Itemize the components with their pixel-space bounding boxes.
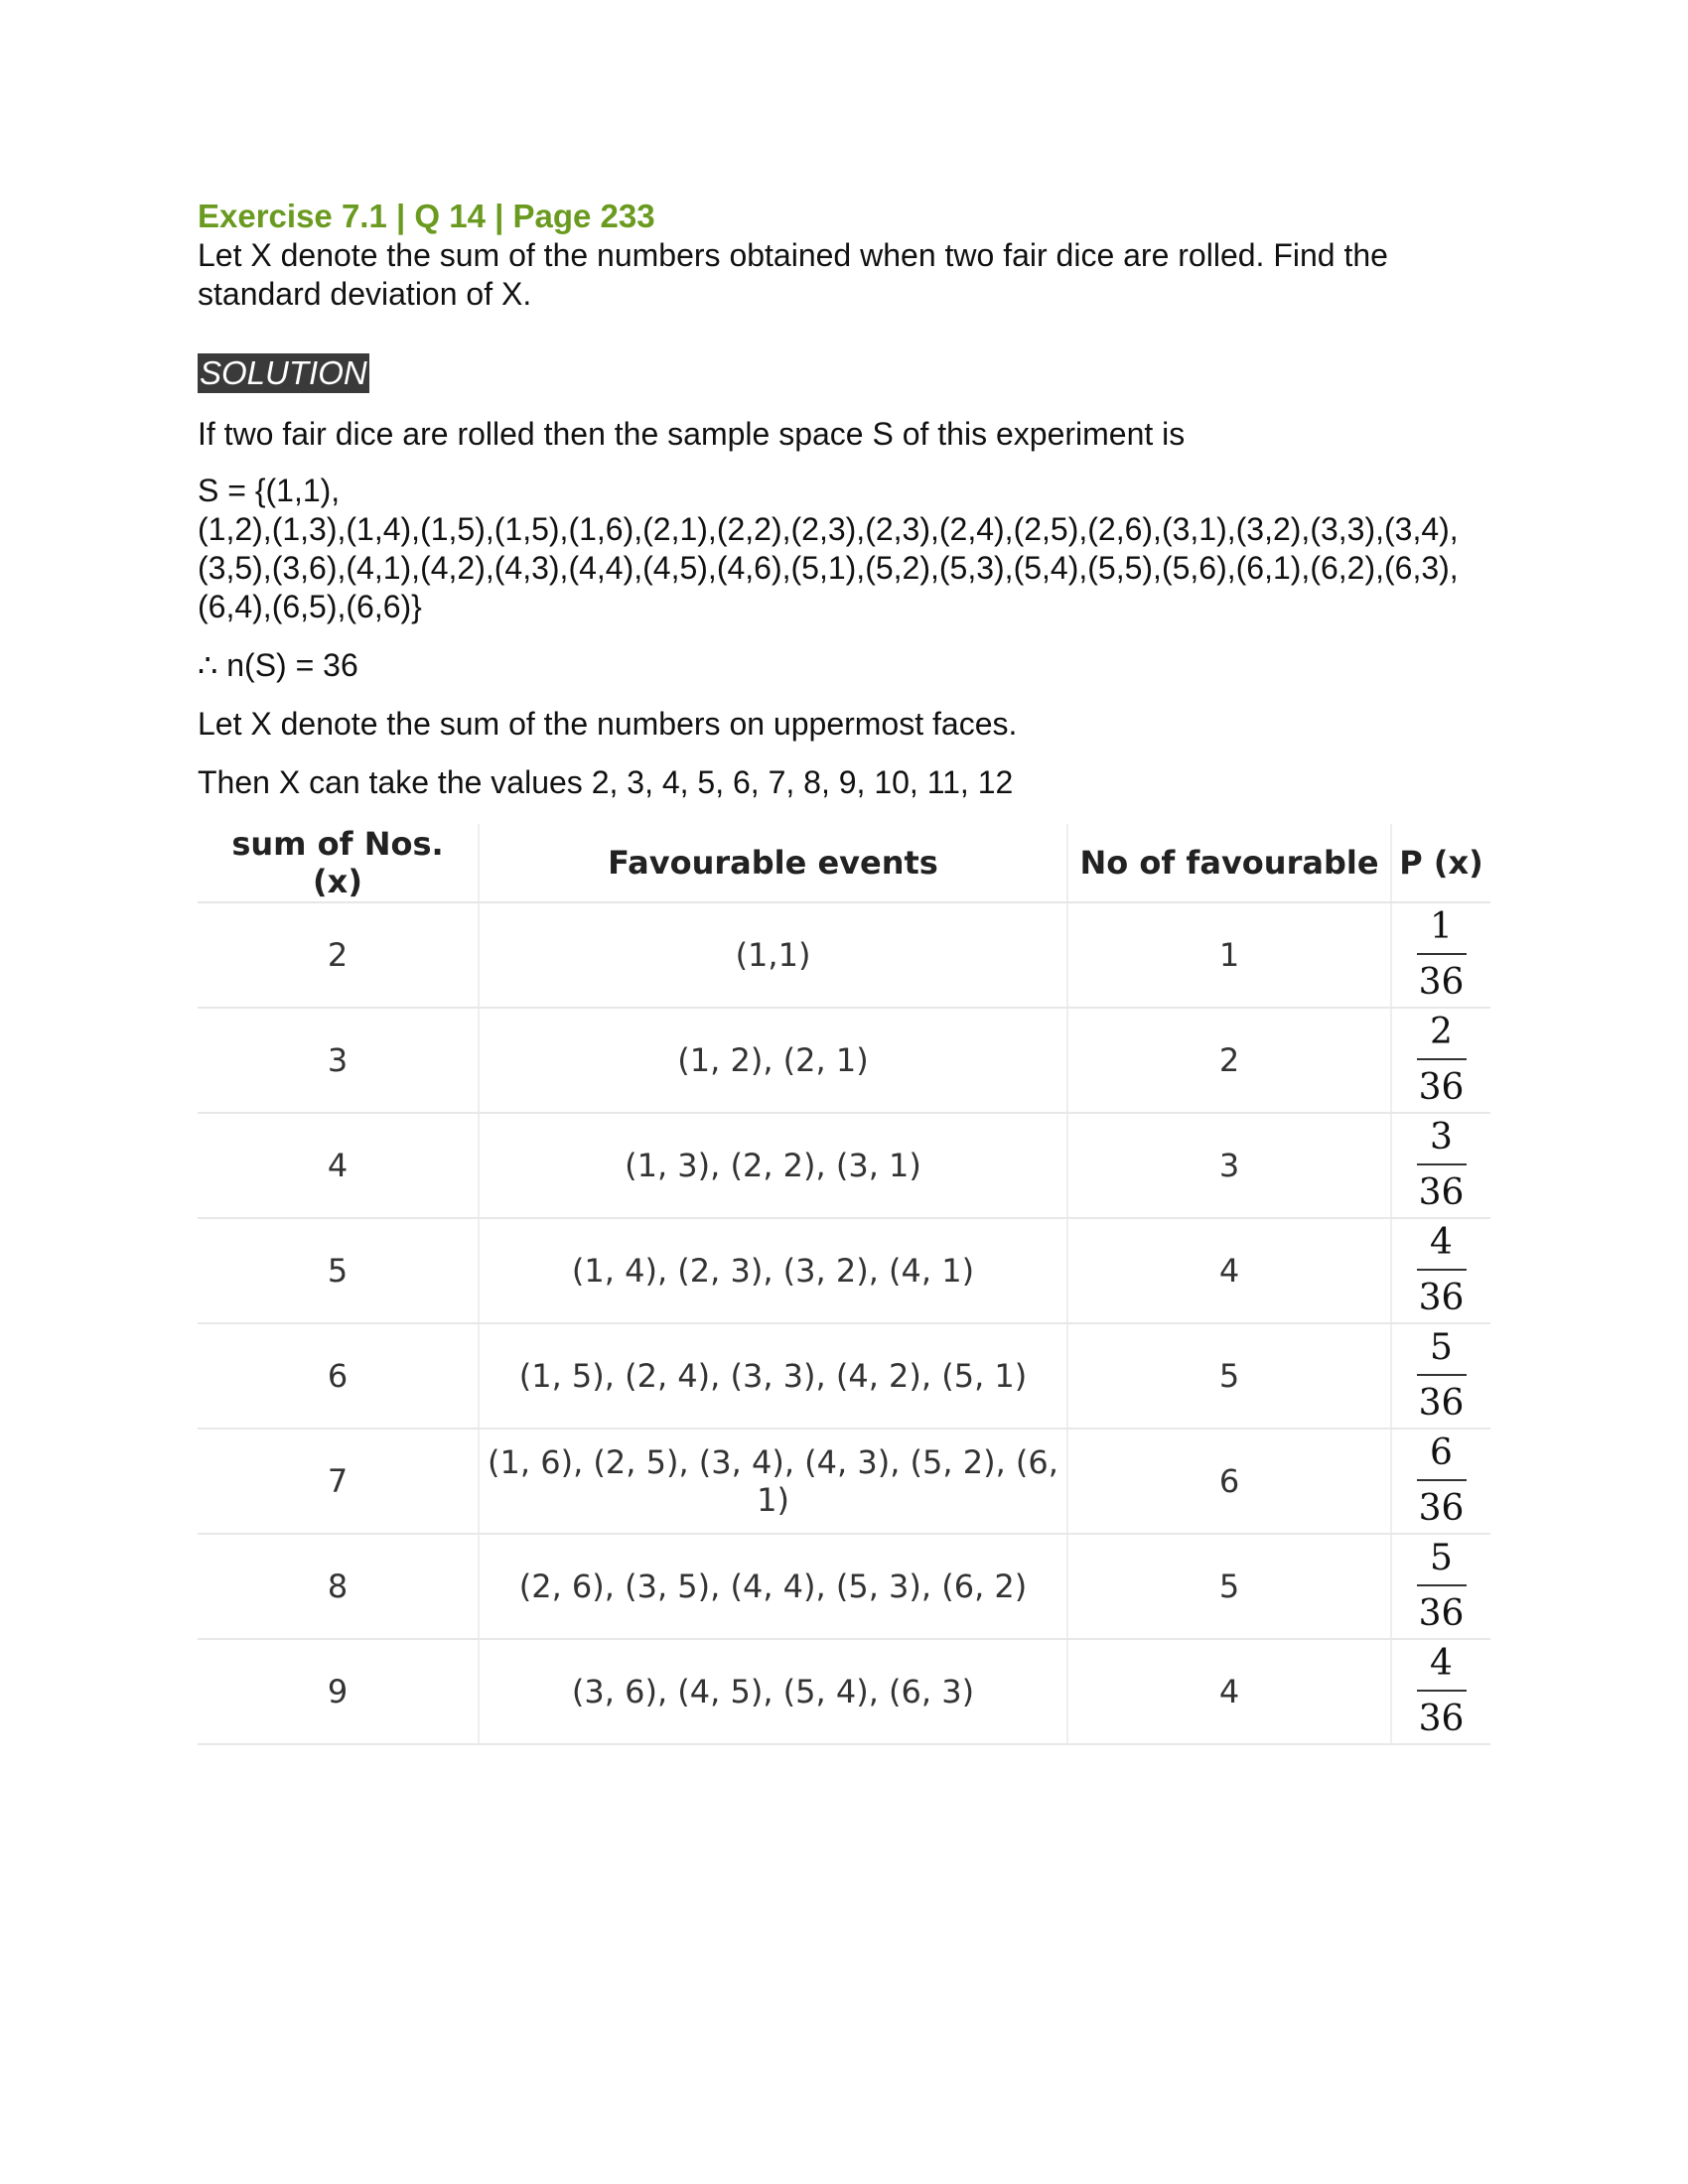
- sample-space-line1: S = {(1,1),: [198, 473, 341, 508]
- header-sum: sum of Nos. (x): [198, 824, 479, 902]
- fraction-denominator: 36: [1418, 1593, 1465, 1634]
- cell-probability: [1391, 1534, 1490, 1639]
- table-row: [198, 1534, 1490, 1639]
- fraction-denominator: 36: [1418, 1067, 1465, 1108]
- table-row: [198, 902, 1490, 1008]
- cell-probability: [1391, 1008, 1490, 1113]
- fraction-denominator: 36: [1418, 1172, 1465, 1213]
- fraction-bar: [1417, 1163, 1467, 1165]
- cell-events: (1, 4), (2, 3), (3, 2), (4, 1): [479, 1218, 1067, 1323]
- probability-fraction: [1413, 1537, 1471, 1636]
- header-probability: P (x): [1391, 824, 1490, 902]
- cell-probability: [1391, 902, 1490, 1008]
- table-row: [198, 1323, 1490, 1429]
- cell-events: (2, 6), (3, 5), (4, 4), (5, 3), (6, 2): [479, 1534, 1067, 1639]
- fraction-bar: [1417, 1374, 1467, 1376]
- cell-count: 1: [1067, 902, 1391, 1008]
- fraction-denominator: 36: [1418, 1488, 1465, 1529]
- table-row: [198, 1113, 1490, 1218]
- header-events: Favourable events: [479, 824, 1067, 902]
- cell-probability: [1391, 1113, 1490, 1218]
- fraction-bar: [1417, 1058, 1467, 1060]
- probability-fraction: [1413, 1221, 1471, 1320]
- sample-space-line2: (1,2),(1,3),(1,4),(1,5),(1,5),(1,6),(2,1),(2,2),(2,3),(2,3),(2,4),(2,5),(2,6),(3,1),(3,2),(3,3),(3,4),(3,5),(3,6),(4,1),(4,2),(4,3),(4,4),(4,5),(4,6),(5,1),(5,2),(5,3),(5,4),(5,5),(5,6),(6,1),(6,2),(6,3),(6,4),(6,5),(6,6)}: [198, 511, 1459, 624]
- table-header-row: [198, 824, 1490, 902]
- probability-fraction: [1413, 1116, 1471, 1215]
- fraction-numerator: 6: [1430, 1433, 1453, 1473]
- cell-count: 4: [1067, 1639, 1391, 1744]
- probability-table: [198, 824, 1490, 1745]
- fraction-numerator: 5: [1430, 1538, 1453, 1578]
- fraction-denominator: 36: [1418, 1278, 1465, 1318]
- fraction-bar: [1417, 1584, 1467, 1586]
- cell-sum: 8: [198, 1534, 479, 1639]
- probability-fraction: [1413, 1432, 1471, 1531]
- cell-probability: [1391, 1639, 1490, 1744]
- probability-fraction: [1413, 1642, 1471, 1741]
- fraction-bar: [1417, 1269, 1467, 1271]
- fraction-numerator: 3: [1430, 1117, 1453, 1158]
- cell-sum: 5: [198, 1218, 479, 1323]
- probability-fraction: [1413, 1011, 1471, 1110]
- fraction-numerator: 2: [1430, 1012, 1453, 1052]
- fraction-numerator: 5: [1430, 1327, 1453, 1368]
- cell-sum: 7: [198, 1429, 479, 1534]
- cell-count: 5: [1067, 1534, 1391, 1639]
- table-row: [198, 1008, 1490, 1113]
- let-x-statement: Let X denote the sum of the numbers on uppermost faces.: [198, 706, 1018, 742]
- fraction-bar: [1417, 1690, 1467, 1692]
- cell-sum: 9: [198, 1639, 479, 1744]
- cell-events: (1, 6), (2, 5), (3, 4), (4, 3), (5, 2), (6, 1): [479, 1429, 1067, 1534]
- sample-space-count: ∴ n(S) = 36: [198, 647, 358, 683]
- fraction-numerator: 4: [1430, 1643, 1453, 1684]
- table-body: [198, 902, 1490, 1744]
- cell-events: (1, 3), (2, 2), (3, 1): [479, 1113, 1067, 1218]
- cell-sum: 2: [198, 902, 479, 1008]
- fraction-numerator: 1: [1430, 906, 1453, 947]
- fraction-bar: [1417, 1479, 1467, 1481]
- x-values-statement: Then X can take the values 2, 3, 4, 5, 6, 7, 8, 9, 10, 11, 12: [198, 764, 1014, 800]
- cell-sum: 4: [198, 1113, 479, 1218]
- fraction-bar: [1417, 953, 1467, 955]
- probability-fraction: [1413, 905, 1471, 1005]
- question-text: Let X denote the sum of the numbers obtained when two fair dice are rolled. Find the standard deviation of X.: [198, 237, 1388, 312]
- table-row: [198, 1639, 1490, 1744]
- fraction-numerator: 4: [1430, 1222, 1453, 1263]
- cell-events: (3, 6), (4, 5), (5, 4), (6, 3): [479, 1639, 1067, 1744]
- cell-events: (1, 5), (2, 4), (3, 3), (4, 2), (5, 1): [479, 1323, 1067, 1429]
- fraction-denominator: 36: [1418, 962, 1465, 1003]
- solution-intro: If two fair dice are rolled then the sample space S of this experiment is: [198, 416, 1186, 452]
- cell-sum: 3: [198, 1008, 479, 1113]
- cell-events: (1,1): [479, 902, 1067, 1008]
- cell-count: 3: [1067, 1113, 1391, 1218]
- cell-sum: 6: [198, 1323, 479, 1429]
- cell-count: 4: [1067, 1218, 1391, 1323]
- cell-probability: [1391, 1323, 1490, 1429]
- header-count: No of favourable: [1067, 824, 1391, 902]
- table-row: [198, 1429, 1490, 1534]
- cell-count: 5: [1067, 1323, 1391, 1429]
- probability-fraction: [1413, 1326, 1471, 1426]
- exercise-reference: Exercise 7.1 | Q 14 | Page 233: [198, 198, 655, 234]
- fraction-denominator: 36: [1418, 1383, 1465, 1424]
- document-content: [198, 197, 1490, 1745]
- cell-count: 6: [1067, 1429, 1391, 1534]
- table-row: [198, 1218, 1490, 1323]
- cell-probability: [1391, 1429, 1490, 1534]
- solution-label: SOLUTION: [200, 354, 367, 391]
- fraction-denominator: 36: [1418, 1699, 1465, 1739]
- sample-space: [198, 472, 1490, 626]
- cell-events: (1, 2), (2, 1): [479, 1008, 1067, 1113]
- cell-probability: [1391, 1218, 1490, 1323]
- cell-count: 2: [1067, 1008, 1391, 1113]
